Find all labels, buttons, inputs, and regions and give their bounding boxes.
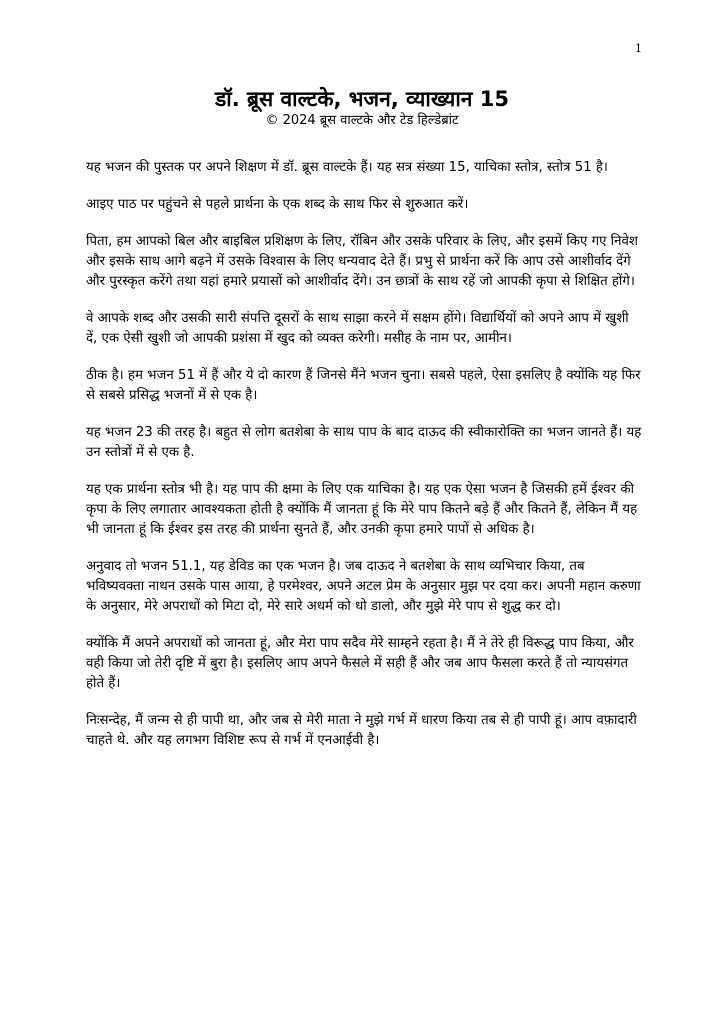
- page-number: 1: [635, 42, 642, 55]
- paragraph-1: यह भजन की पुस्तक पर अपने शिक्षण में डॉ. ब्रूस वाल्टके हैं। यह सत्र संख्या 15, याचिका स्तोत्र, स्तोत्र 51 है।: [86, 160, 608, 175]
- paragraph-9: क्योंकि मैं अपने अपराधों को जानता हूं, और मेरा पाप सदैव मेरे साम्हने रहता है। मैं ने तेरे ही विरूद्ध पाप किया, और वही किया जो तेरी दृष्टि में बुरा है। इसलिए आप अपने फैसले में सही हैं और जब आप फैसला करते हैं तो न्यायसंगत होते हैं।: [86, 636, 634, 691]
- paragraph-7: यह एक प्रार्थना स्तोत्र भी है। यह पाप की क्षमा के लिए एक याचिका है। यह एक ऐसा भजन है जिसकी हमें ईश्वर की कृपा के लिए लगातार आवश्यकता होती है क्योंकि मैं जानता हूं कि मेरे पाप कितने बड़े हैं और कितने हैं, लेकिन मैं यह भी जानता हूं कि ईश्वर इस तरह की प्रार्थना सुनते हैं, और उनकी कृपा हमारे पापों से अधिक है।: [86, 482, 638, 537]
- document-header: [0, 86, 724, 130]
- paragraph-4: वे आपके शब्द और उसकी सारी संपत्ति दूसरों के साथ साझा करने में सक्षम होंगे। विद्यार्थियों को अपने आप में खुशी दें, एक ऐसी खुशी जो आपकी प्रशंसा में खुद को व्यक्त करेगी। मसीह के नाम पर, आमीन।: [86, 311, 629, 346]
- paragraph-3: पिता, हम आपको बिल और बाइबिल प्रशिक्षण के लिए, रॉबिन और उसके परिवार के लिए, और इसमें किए गए निवेश और इसके साथ आगे बढ़ने में उसके विश्वास के लिए धन्यवाद देते हैं। प्रभु से प्रार्थना करें कि आप उसे आशीर्वाद देंगे और पुरस्कृत करेंगे तथा यहां हमारे प्रयासों को आशीर्वाद देंगे। उन छात्रों के साथ रहें जो आपकी कृपा से शिक्षित होंगे।: [86, 234, 638, 289]
- paragraph-2: आइए पाठ पर पहुंचने से पहले प्रार्थना के एक शब्द के साथ फिर से शुरुआत करें।: [86, 197, 469, 212]
- paragraph-5: ठीक है। हम भजन 51 में हैं और ये दो कारण हैं जिनसे मैंने भजन चुना। सबसे पहले, ऐसा इसलिए है क्योंकि यह फिर से सबसे प्रसिद्ध भजनों में से एक है।: [86, 368, 641, 403]
- document-title: डॉ. ब्रूस वाल्टके, भजन, व्याख्यान 15: [215, 87, 509, 111]
- document-body: [86, 158, 642, 768]
- copyright-line: © 2024 ब्रूस वाल्टके और टेड हिल्डेब्रांट: [265, 113, 459, 128]
- paragraph-8: अनुवाद तो भजन 51.1, यह डेविड का एक भजन है। जब दाऊद ने बतशेबा के साथ व्यभिचार किया, तब भविष्यवक्ता नाथन उसके पास आया, हे परमेश्वर, अपने अटल प्रेम के अनुसार मुझ पर दया कर। अपनी महान करुणा के अनुसार, मेरे अपराधों को मिटा दो, मेरे सारे अधर्म को धो डालो, और मुझे मेरे पाप से शुद्ध कर दो।: [86, 559, 641, 614]
- paragraph-10: निःसन्देह, मैं जन्म से ही पापी था, और जब से मेरी माता ने मुझे गर्भ में धारण किया तब से ही पापी हूं। आप वफ़ादारी चाहते थे. और यह लगभग विशिष्ट रूप से गर्भ में एनआईवी है।: [86, 713, 637, 748]
- paragraph-6: यह भजन 23 की तरह है। बहुत से लोग बतशेबा के साथ पाप के बाद दाऊद की स्वीकारोक्ति का भजन जानते हैं। यह उन स्तोत्रों में से एक है.: [86, 425, 642, 460]
